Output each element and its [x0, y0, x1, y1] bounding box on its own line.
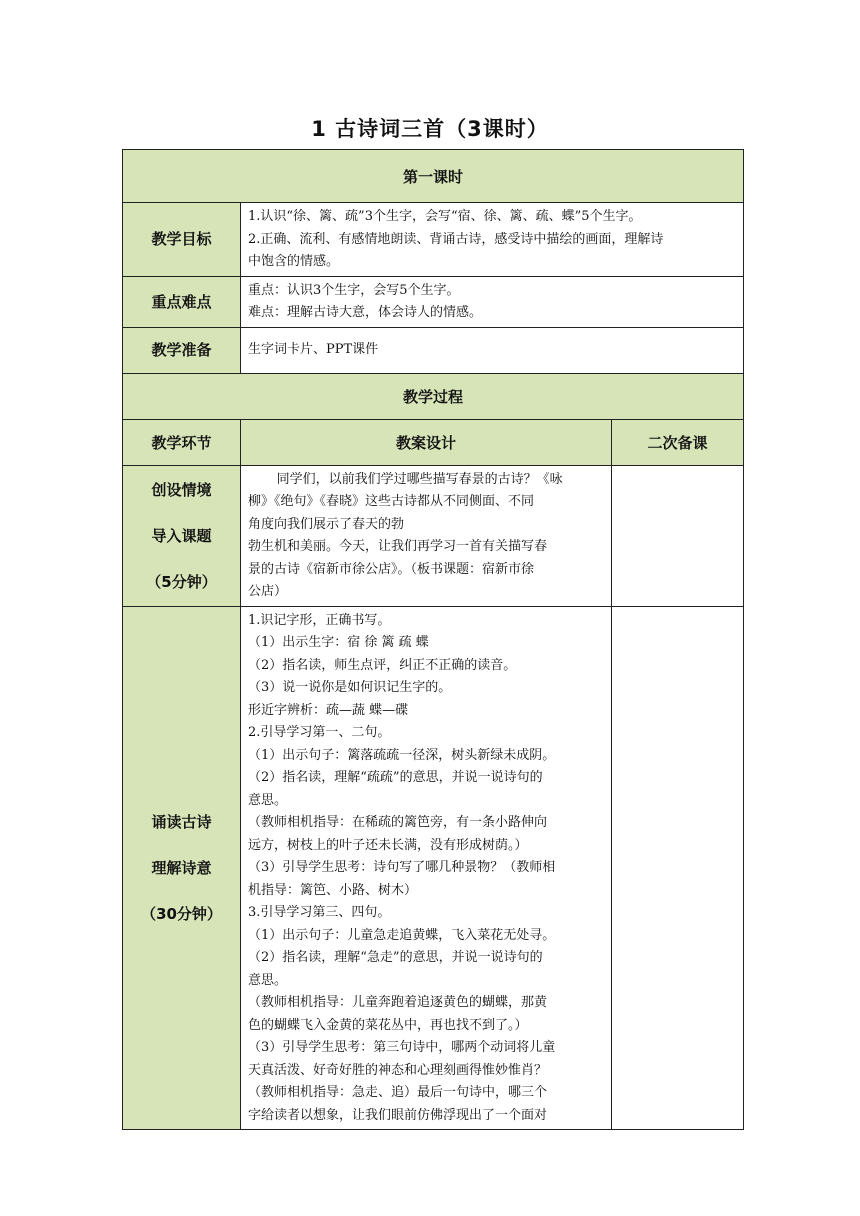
keypoints-line: 重点：认识3个生字，会写5个生字。 — [248, 282, 460, 298]
step2-line: （2）指名读，理解“急走”的意思，并说一说诗句的 — [248, 950, 543, 965]
step2-line: 形近字辨析：疏—蔬 蝶—碟 — [248, 702, 409, 718]
step2-line: （教师相机指导：在稀疏的篱笆旁，有一条小路伸向 — [248, 815, 548, 830]
goals-line: 1.认识“徐、篱、疏”3个生字，会写“宿、徐、篱、疏、蝶”5个生字。 — [248, 209, 642, 224]
step2-line: （1）出示句子：儿童急走追黄蝶，飞入菜花无处寻。 — [248, 927, 556, 943]
step1-line: 公店） — [248, 584, 288, 599]
step1-design — [241, 465, 612, 606]
keypoints-content — [241, 276, 744, 327]
step2-line: 2.引导学习第一、二句。 — [248, 725, 391, 740]
step2-line: 色的蝴蝶飞入金黄的菜花丛中，再也找不到了。） — [248, 1017, 528, 1033]
step2-line: 意思。 — [248, 792, 288, 808]
step2-line: （教师相机指导：儿童奔跑着追逐黄色的蝴蝶，那黄 — [248, 995, 548, 1010]
step2-line: （3）说一说你是如何识记生字的。 — [248, 680, 452, 695]
row-label-keypoints: 重点难点 — [123, 276, 241, 327]
step2-line: 3.引导学习第三、四句。 — [248, 905, 391, 920]
document-title: 1 古诗词三首（3课时） — [311, 117, 549, 141]
goals-content — [241, 203, 744, 277]
keypoints-line: 难点：理解古诗大意，体会诗人的情感。 — [248, 305, 483, 320]
step1-line: 柳》《绝句》《春晓》这些古诗都从不同侧面、不同 — [248, 494, 535, 509]
goals-line: 2.正确、流利、有感情地朗读、背诵古诗，感受诗中描绘的画面，理解诗 — [248, 231, 664, 247]
step2-design — [241, 606, 612, 1130]
step1-line: 景的古诗《宿新市徐公店》。（板书课题：宿新市徐 — [248, 561, 535, 577]
column-header-design: 教案设计 — [241, 419, 612, 465]
step1-line: 角度向我们展示了春天的勃 — [248, 516, 405, 532]
step1-line: 同学们，以前我们学过哪些描写春景的古诗？《咏 — [276, 471, 563, 487]
step2-line: （2）指名读，理解“疏疏”的意思，并说一说诗句的 — [248, 770, 543, 785]
step2-line: 意思。 — [248, 972, 288, 988]
step2-line: （2）指名读，师生点评，纠正不正确的读音。 — [248, 657, 517, 673]
section-heading-process: 教学过程 — [123, 373, 744, 419]
prep-content: 生字词卡片、PPT课件 — [241, 327, 744, 373]
goals-line: 中饱含的情感。 — [248, 254, 340, 269]
step2-line: 远方，树枝上的叶子还未长满，没有形成树荫。） — [248, 837, 528, 853]
step2-line: 字给读者以想象，让我们眼前仿佛浮现出了一个面对 — [248, 1107, 548, 1123]
step2-line: 天真活泼、好奇好胜的神态和心理刻画得惟妙惟肖？ — [248, 1062, 548, 1078]
step2-line: （3）引导学生思考：第三句诗中，哪两个动词将儿童 — [248, 1040, 556, 1055]
column-header-step: 教学环节 — [123, 419, 241, 465]
row-label-prep: 教学准备 — [123, 327, 241, 373]
row-label-goals: 教学目标 — [123, 203, 241, 277]
step2-revision — [612, 606, 744, 1130]
lesson-plan-table — [122, 149, 744, 1130]
step1-line: 勃生机和美丽。今天，让我们再学习一首有关描写春 — [248, 539, 548, 554]
step-label-intro: 创设情境 导入课题 （5分钟） — [123, 465, 241, 606]
step2-line: （1）出示生字：宿 徐 篱 疏 蝶 — [248, 635, 429, 650]
column-header-revision: 二次备课 — [612, 419, 744, 465]
step2-line: （3）引导学生思考：诗句写了哪几种景物？（教师相 — [248, 860, 556, 875]
step2-line: （1）出示句子：篱落疏疏一径深，树头新绿未成阴。 — [248, 747, 556, 763]
step2-line: 机指导：篱笆、小路、树木） — [248, 882, 418, 898]
step2-line: （教师相机指导：急走、追）最后一句诗中，哪三个 — [248, 1085, 548, 1100]
step1-revision — [612, 465, 744, 606]
section-heading-first-lesson: 第一课时 — [123, 150, 744, 203]
step2-line: 1.识记字形，正确书写。 — [248, 612, 391, 628]
step-label-reading: 诵读古诗 理解诗意 （30分钟） — [123, 606, 241, 1130]
